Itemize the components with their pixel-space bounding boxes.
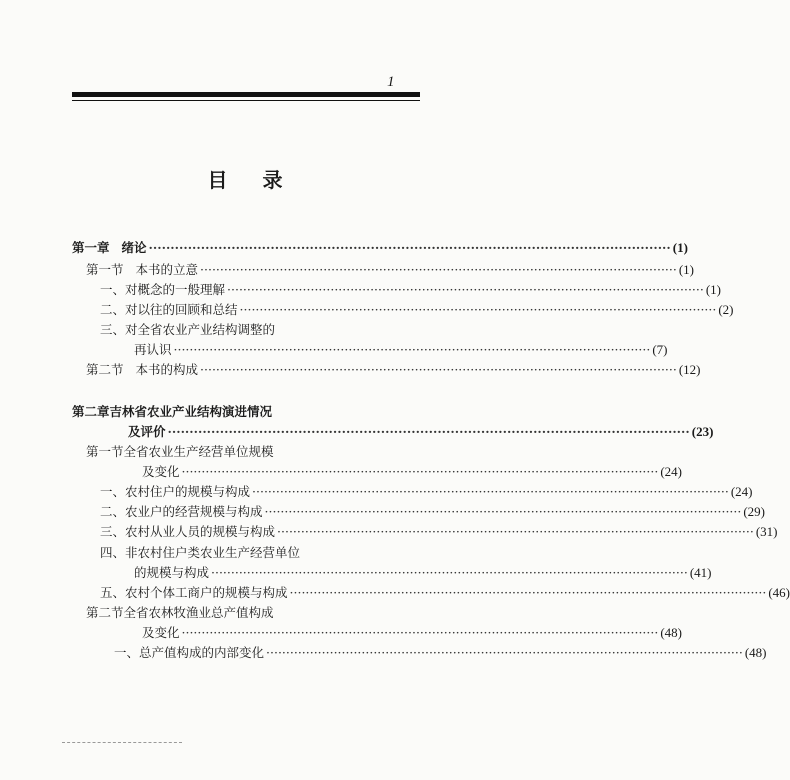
- toc-page-number: (24): [660, 464, 682, 479]
- toc-label: [72, 240, 147, 256]
- toc-entry-s2_1a: [86, 444, 274, 460]
- toc-number: 五、: [100, 585, 126, 600]
- toc-text: 农村个体工商户的规模与构成: [125, 585, 288, 600]
- toc-entry-s1_1_2: [100, 302, 734, 318]
- toc-leader-dots: ························································································································: [289, 585, 767, 600]
- toc-entry-s2_2_1: [114, 645, 767, 661]
- toc-leader-dots: ························································································································: [200, 262, 677, 277]
- toc-page-number: (48): [660, 625, 682, 640]
- toc-entry-ch1: [72, 240, 688, 256]
- toc-text: 本书的构成: [135, 362, 199, 377]
- toc-number: 第一节: [86, 262, 124, 277]
- toc-text: 对以往的回顾和总结: [125, 302, 238, 317]
- toc-text: 农业户的经营规模与构成: [125, 504, 263, 519]
- toc-label: [100, 585, 288, 601]
- toc-entry-ch2a: [72, 404, 272, 420]
- toc-entry-s1_1: [86, 262, 695, 278]
- toc-page-number: (41): [689, 565, 712, 580]
- page-title: 目 录: [207, 168, 297, 192]
- toc-entry-s1_1_1: [100, 282, 722, 298]
- toc-leader-dots: ························································································································: [148, 240, 671, 255]
- toc-entry-s1_2: [86, 362, 701, 378]
- toc-leader-dots: ························································································································: [211, 565, 688, 580]
- toc-number: 一、: [100, 484, 126, 499]
- toc-number: 三、: [100, 524, 126, 539]
- toc-leader-dots: ························································································································: [200, 362, 677, 377]
- page-number: 1: [387, 74, 395, 90]
- toc-text: 吉林省农业产业结构演进情况: [109, 404, 273, 419]
- toc-text: 全省农业生产经营单位规模: [123, 444, 274, 459]
- toc-text: 再认识: [134, 342, 172, 357]
- toc-text: 对概念的一般理解: [125, 282, 226, 297]
- toc-number: 第一节: [86, 444, 124, 459]
- toc-text: 农村住户的规模与构成: [125, 484, 251, 499]
- toc-label: [100, 322, 275, 337]
- toc-text: 绪论: [121, 240, 147, 255]
- toc-label: [134, 342, 172, 358]
- toc-leader-dots: ························································································································: [277, 524, 754, 539]
- toc-label: [142, 464, 180, 480]
- toc-page-number: (1): [705, 282, 722, 297]
- toc-leader-dots: ························································································································: [266, 645, 743, 660]
- toc-leader-dots: ························································································································: [239, 302, 717, 317]
- toc-page-number: (2): [718, 302, 734, 317]
- toc-number: 第一章: [72, 240, 110, 255]
- header-rule-thin: [72, 100, 420, 101]
- toc-entry-s2_2b: [142, 625, 682, 641]
- toc-label: [100, 484, 250, 500]
- toc-text: 的规模与构成: [134, 565, 210, 580]
- toc-label: [100, 524, 275, 540]
- toc-label: [72, 404, 272, 419]
- toc-page-number: (46): [768, 585, 790, 600]
- toc-number: 三、: [100, 322, 126, 337]
- toc-entry-s2_1_2: [100, 504, 766, 520]
- toc-page-number: (29): [743, 504, 766, 519]
- toc-page-number: (1): [672, 240, 688, 255]
- toc-label: [100, 504, 263, 520]
- toc-number: 二、: [100, 504, 126, 519]
- toc-leader-dots: ························································································································: [167, 424, 690, 439]
- toc-label: [134, 565, 209, 581]
- toc-page-number: (12): [678, 362, 701, 377]
- toc-entry-s2_1b: [142, 464, 682, 480]
- toc-label: [86, 605, 274, 620]
- toc-text: 非农村住户类农业生产经营单位: [125, 545, 301, 560]
- toc-label: [100, 282, 225, 298]
- toc-label: [100, 545, 300, 560]
- toc-page-number: (48): [744, 645, 767, 660]
- toc-label: [128, 424, 166, 440]
- toc-leader-dots: ························································································································: [252, 484, 729, 499]
- toc-text: 及评价: [128, 424, 166, 439]
- toc-entry-ch2b: [128, 424, 714, 440]
- header-rule-thick: [72, 92, 420, 97]
- toc-number: 一、: [114, 645, 140, 660]
- toc-leader-dots: ························································································································: [227, 282, 704, 297]
- toc-label: [100, 302, 238, 318]
- toc-entry-s1_1_3a: [100, 322, 275, 338]
- toc-page-number: (7): [652, 342, 668, 357]
- toc-entry-s1_1_3b: [134, 342, 668, 358]
- toc-page-number: (23): [691, 424, 714, 439]
- toc-text: 农村从业人员的规模与构成: [125, 524, 276, 539]
- toc-number: 二、: [100, 302, 126, 317]
- toc-text: 及变化: [142, 464, 180, 479]
- toc-leader-dots: ························································································································: [181, 625, 659, 640]
- scan-smudge: [62, 742, 182, 744]
- toc-text: 及变化: [142, 625, 180, 640]
- toc-leader-dots: ························································································································: [264, 504, 742, 519]
- toc-number: 四、: [100, 545, 126, 560]
- toc-text: 全省农林牧渔业总产值构成: [123, 605, 274, 620]
- toc-entry-s2_1_1: [100, 484, 753, 500]
- toc-entry-s2_1_4a: [100, 545, 300, 561]
- toc-number: 一、: [100, 282, 126, 297]
- toc-entry-s2_2a: [86, 605, 274, 621]
- toc-number: 第二节: [86, 362, 124, 377]
- toc-number: 第二节: [86, 605, 124, 620]
- toc-text: 对全省农业产业结构调整的: [125, 322, 276, 337]
- toc-entry-s2_1_5: [100, 585, 790, 601]
- toc-page-number: (1): [678, 262, 695, 277]
- toc-page-number: (31): [755, 524, 778, 539]
- toc-number: 第二章: [72, 404, 110, 419]
- toc-label: [142, 625, 180, 641]
- toc-label: [114, 645, 264, 661]
- toc-text: 本书的立意: [135, 262, 199, 277]
- toc-label: [86, 444, 274, 459]
- toc-entry-s2_1_4b: [134, 565, 712, 581]
- toc-text: 总产值构成的内部变化: [139, 645, 265, 660]
- toc-page-number: (24): [730, 484, 753, 499]
- toc-entry-s2_1_3: [100, 524, 778, 540]
- toc-leader-dots: ························································································································: [181, 464, 659, 479]
- toc-label: [86, 262, 198, 278]
- toc-label: [86, 362, 198, 378]
- toc-leader-dots: ························································································································: [173, 342, 651, 357]
